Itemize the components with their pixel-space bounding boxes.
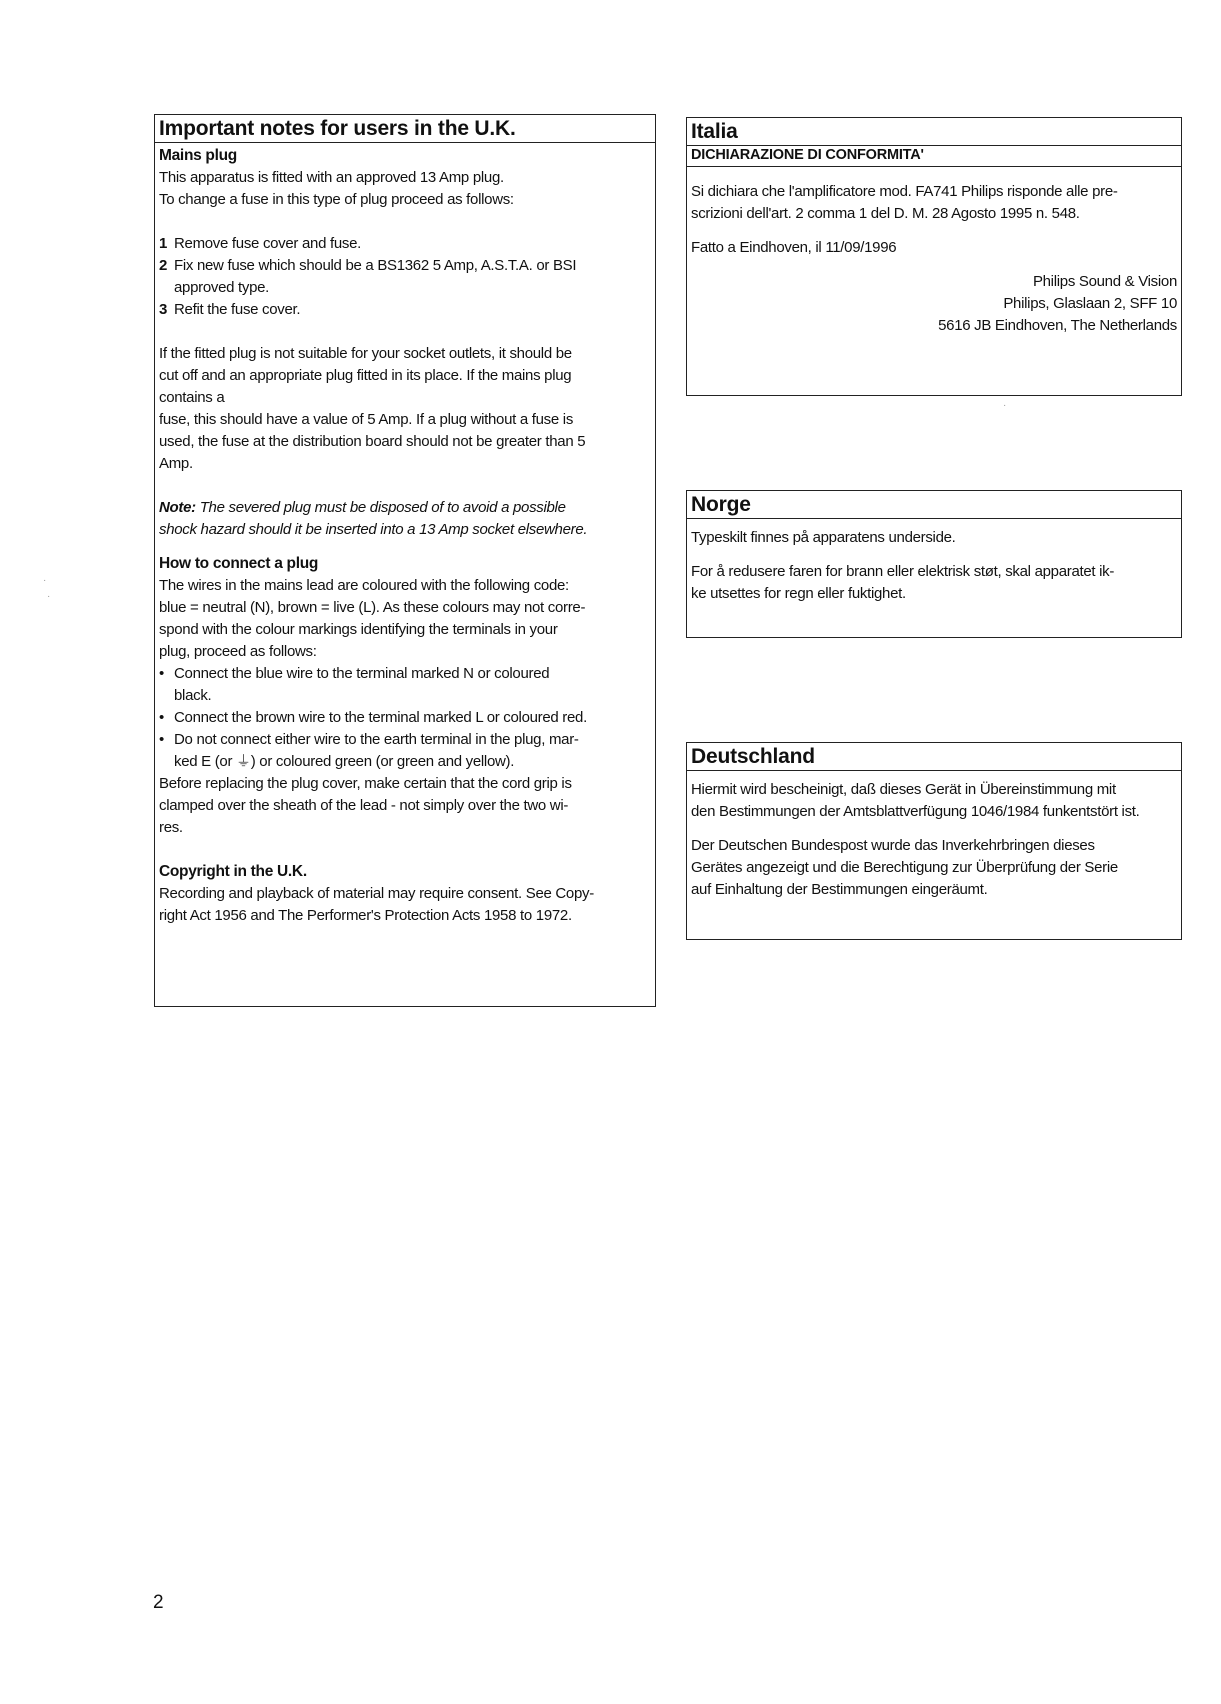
deutschland-title: Deutschland [687, 743, 1181, 771]
italia-title: Italia [687, 118, 1181, 146]
deutschland-content [687, 771, 1181, 905]
fitted-plug-line: cut off and an appropriate plug fitted in its place. If the mains plug [159, 367, 572, 384]
bullet-dot-icon: • [159, 731, 164, 748]
mains-plug-intro-line: This apparatus is fitted with an approved 13 Amp plug. [159, 169, 504, 186]
norge-content [687, 519, 1181, 609]
uk-notes-box [154, 114, 656, 1007]
wiring-bullet [159, 707, 651, 729]
wiring-bullet-continuation [159, 685, 651, 707]
norge-title: Norge [687, 491, 1181, 519]
wiring-bullet-continuation [159, 751, 651, 773]
copyright-line: Recording and playback of material may require consent. See Copy- [159, 885, 594, 902]
bullet-text: ked E (or ⏚) or coloured green (or green and yellow). [174, 753, 515, 770]
wiring-bullet [159, 729, 651, 751]
uk-notes-content [155, 143, 655, 931]
deutschland-cert-line: den Bestimmungen der Amtsblattverfügung 1046/1984 funkentstört ist. [691, 803, 1140, 820]
wiring-bullet [159, 663, 651, 685]
uk-notes-title: Important notes for users in the U.K. [155, 115, 655, 143]
norge-box [686, 490, 1182, 638]
fuse-step-number: 3 [159, 301, 168, 318]
fitted-plug-line: fuse, this should have a value of 5 Amp. If a plug without a fuse is [159, 411, 574, 428]
fuse-step-text: Refit the fuse cover. [174, 301, 301, 318]
note-label: Note: [159, 499, 196, 516]
deutschland-box [686, 742, 1182, 940]
connect-intro-line: spond with the colour markings identifying the terminals in your [159, 621, 558, 638]
deutschland-cert-line: Hiermit wird bescheinigt, daß dieses Gerät in Übereinstimmung mit [691, 781, 1116, 798]
norge-safety-line: ke utsettes for regn eller fuktighet. [691, 585, 906, 602]
note-text: The severed plug must be disposed of to avoid a possible [195, 499, 566, 516]
mains-plug-intro-line: To change a fuse in this type of plug proceed as follows: [159, 191, 514, 208]
fuse-step [159, 255, 651, 277]
fuse-step-number: 1 [159, 235, 168, 252]
connect-plug-heading: How to connect a plug [159, 555, 319, 572]
fuse-step-text: Remove fuse cover and fuse. [174, 235, 362, 252]
bullet-text: black. [174, 687, 212, 704]
address-line: Philips, Glaslaan 2, SFF 10 [1003, 295, 1177, 312]
deutschland-post-line: auf Einhaltung der Bestimmungen eingeräumt. [691, 881, 988, 898]
connect-outro-line: Before replacing the plug cover, make certain that the cord grip is [159, 775, 572, 792]
norge-type-plate-line: Typeskilt finnes på apparatens underside. [691, 529, 956, 546]
deutschland-post-line: Gerätes angezeigt und die Berechtigung zur Überprüfung der Serie [691, 859, 1118, 876]
italia-box [686, 117, 1182, 396]
fuse-step-text: Fix new fuse which should be a BS1362 5 Amp, A.S.T.A. or BSI [174, 257, 577, 274]
note-text: shock hazard should it be inserted into a 13 Amp socket elsewhere. [159, 521, 588, 538]
scan-speck: · [47, 591, 51, 602]
fitted-plug-line: used, the fuse at the distribution board should not be greater than 5 [159, 433, 586, 450]
fuse-step [159, 233, 651, 255]
italia-content [687, 167, 1181, 341]
connect-intro-line: plug, proceed as follows: [159, 643, 317, 660]
italia-declaration-line: scrizioni dell'art. 2 comma 1 del D. M. 28 Agosto 1995 n. 548. [691, 205, 1080, 222]
fitted-plug-line: If the fitted plug is not suitable for your socket outlets, it should be [159, 345, 572, 362]
bullet-dot-icon: • [159, 665, 164, 682]
fuse-step [159, 299, 651, 321]
fuse-step-text: approved type. [174, 279, 270, 296]
fuse-step-continuation [159, 277, 651, 299]
address-line: 5616 JB Eindhoven, The Netherlands [938, 317, 1177, 334]
scan-speck: · [1003, 400, 1007, 411]
fitted-plug-line: contains a [159, 389, 225, 406]
address-line: Philips Sound & Vision [1032, 273, 1177, 290]
bullet-text: Do not connect either wire to the earth terminal in the plug, mar- [174, 731, 579, 748]
norge-safety-line: For å redusere faren for brann eller elektrisk støt, skal apparatet ik- [691, 563, 1115, 580]
page-number: 2 [153, 1592, 164, 1613]
scan-speck: · [43, 575, 47, 586]
italia-declaration-line: Si dichiara che l'amplificatore mod. FA741 Philips risponde alle pre- [691, 183, 1118, 200]
fuse-step-number: 2 [159, 257, 168, 274]
connect-outro-line: clamped over the sheath of the lead - not simply over the two wi- [159, 797, 569, 814]
bullet-text: Connect the brown wire to the terminal marked L or coloured red. [174, 709, 587, 726]
bullet-text: Connect the blue wire to the terminal marked N or coloured [174, 665, 550, 682]
copyright-line: right Act 1956 and The Performer's Protection Acts 1958 to 1972. [159, 907, 572, 924]
connect-intro-line: The wires in the mains lead are coloured with the following code: [159, 577, 569, 594]
copyright-heading: Copyright in the U.K. [159, 863, 307, 880]
mains-plug-heading: Mains plug [159, 147, 237, 164]
severed-plug-note [159, 497, 651, 519]
connect-intro-line: blue = neutral (N), brown = live (L). As these colours may not corre- [159, 599, 586, 616]
conformity-declaration-heading: DICHIARAZIONE DI CONFORMITA' [687, 146, 1181, 167]
fitted-plug-line: Amp. [159, 455, 193, 472]
bullet-dot-icon: • [159, 709, 164, 726]
connect-outro-line: res. [159, 819, 183, 836]
deutschland-post-line: Der Deutschen Bundespost wurde das Inverkehrbringen dieses [691, 837, 1095, 854]
italia-place-date: Fatto a Eindhoven, il 11/09/1996 [691, 239, 897, 256]
